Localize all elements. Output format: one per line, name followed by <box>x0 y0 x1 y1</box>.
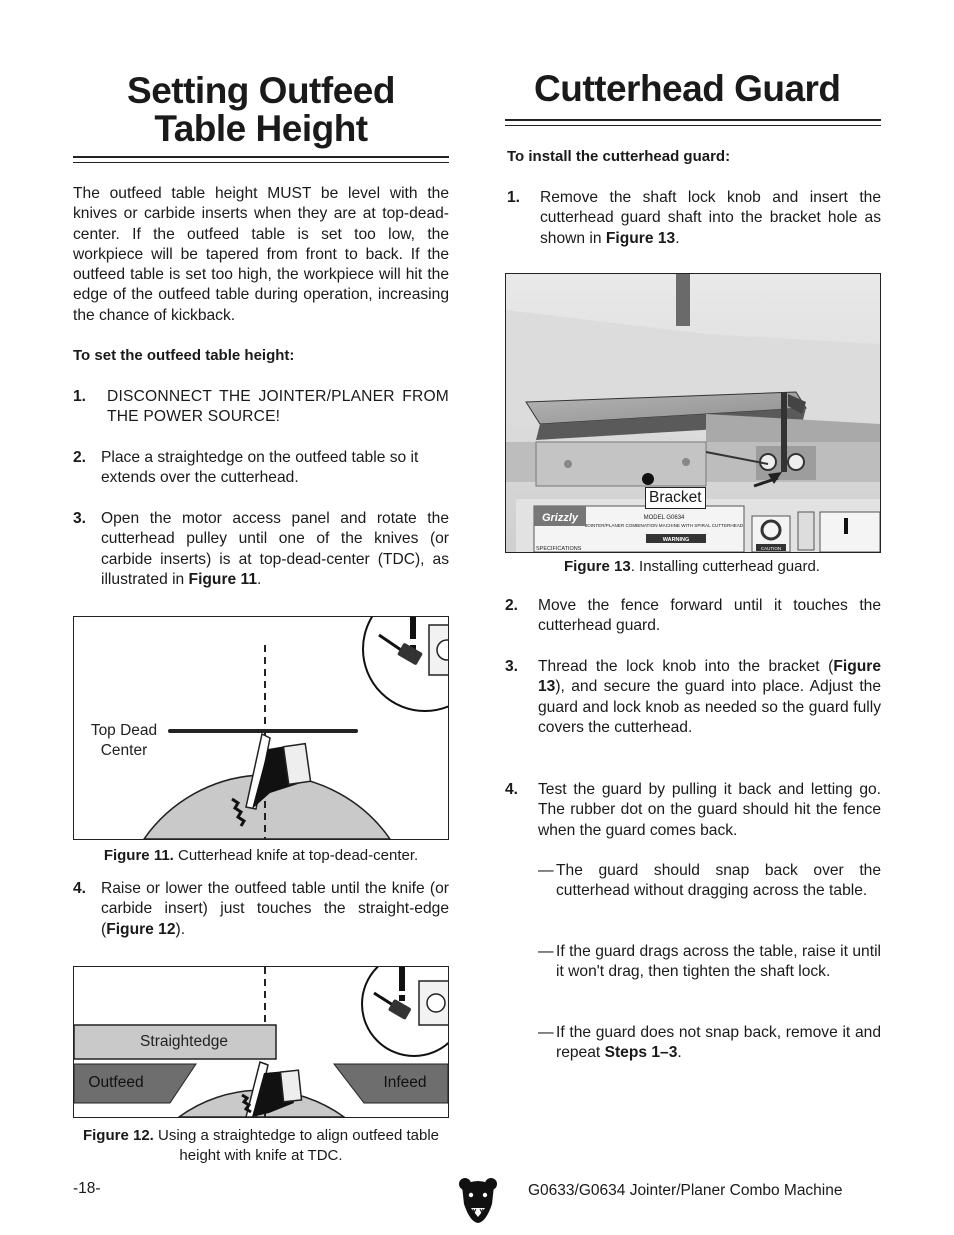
caption-text: Using a straightedge to align outfeed table height with knife at TDC. <box>153 1127 440 1164</box>
left-title-line1: Setting Outfeed <box>127 70 395 111</box>
step-text: Test the guard by pulling it back and letting go. The rubber dot on the guard should hit the fence when the guard comes back. <box>538 781 881 839</box>
em-dash: — <box>538 1024 554 1041</box>
step-text: Place a straightedge on the outfeed table so it extends over the cutterhead. <box>101 449 419 487</box>
step-text: DISCONNECT THE JOINTER/PLANER FROM THE POWER SOURCE! <box>107 388 449 426</box>
step-text <box>538 657 881 738</box>
step-text-end: . <box>257 570 262 588</box>
plate-caution: CAUTION <box>760 546 782 551</box>
guard-procedure-heading: To install the cutterhead guard: <box>507 148 731 165</box>
unplug-warning-icon <box>362 967 448 1056</box>
step-number: 1. <box>507 189 521 206</box>
caption-label: Figure 11. <box>103 847 174 864</box>
step-text-part: Remove the shaft lock knob and insert the cutterhead guard shaft into the bracket hole as shown in <box>540 189 881 247</box>
figure-12 <box>73 966 449 1118</box>
bracket-callout-label: Bracket <box>645 487 706 509</box>
note-text: If the guard drags across the table, raise it until it won't drag, then tighten the shaft lock. <box>556 943 881 981</box>
guard-note-1 <box>538 861 881 902</box>
left-section-title <box>73 70 449 148</box>
step-text <box>101 509 449 590</box>
figure-12-caption <box>73 1126 449 1166</box>
right-section-title: Cutterhead Guard <box>534 68 841 109</box>
figure-11-illustration <box>74 617 448 839</box>
outfeed-step-3 <box>73 509 449 590</box>
step-text: Move the fence forward until it touches the cutterhead guard. <box>538 597 881 635</box>
figure-12-illustration <box>74 967 448 1117</box>
guard-step-1 <box>507 188 881 249</box>
plate-brand: Grizzly <box>541 512 579 524</box>
step-number: 4. <box>73 880 87 897</box>
footer-machine-title: G0633/G0634 Jointer/Planer Combo Machine <box>528 1182 843 1199</box>
unplug-warning-icon <box>363 617 448 711</box>
figure-reference: Figure 13 <box>538 658 881 696</box>
right-title-rule <box>505 119 881 126</box>
left-column <box>73 70 449 148</box>
figure-reference: Figure 13 <box>605 229 676 247</box>
tdc-label-line1: Top Dead <box>90 722 158 739</box>
caption-label: Figure 12. <box>82 1127 154 1144</box>
straightedge-label: Straightedge <box>140 1033 228 1050</box>
guard-step-2 <box>505 596 881 637</box>
step-text <box>540 188 881 249</box>
plate-description: JOINTER/PLANER COMBINATION MACHINE WITH SPIRAL CUTTERHEAD <box>584 523 744 528</box>
page-number: -18- <box>73 1180 101 1197</box>
intro-paragraph: The outfeed table height MUST be level with the knives or carbide inserts when they are at top-dead-center. If the outfeed table is set too low, the workpiece will be tapered from front to back. If the outfeed table is set too high, the workpiece will hit the edge of the outfeed table during operation, increasing the chance of kickback. <box>73 185 449 324</box>
plate-model: MODEL G0634 <box>643 515 685 521</box>
grizzly-bear-icon <box>458 1176 498 1224</box>
steps-reference: Steps 1–3 <box>604 1044 678 1062</box>
figure-reference: Figure 12 <box>106 920 176 938</box>
step-number: 3. <box>505 658 519 675</box>
step-number: 1. <box>73 388 87 405</box>
knife-clamp <box>283 744 310 785</box>
figure-13-photo <box>506 274 880 552</box>
step-number: 2. <box>73 449 87 466</box>
caption-label: Figure 13 <box>564 558 631 575</box>
knife-clamp <box>280 1070 301 1102</box>
caption-text: Cutterhead knife at top-dead-center. <box>173 847 419 864</box>
caption-text: . Installing cutterhead guard. <box>630 558 820 575</box>
plate-specifications: SPECIFICATIONS <box>536 546 582 552</box>
tdc-label-line2: Center <box>100 742 148 759</box>
note-text: The guard should snap back over the cutterhead without dragging across the table. <box>556 862 881 900</box>
note-text-part: If the guard does not snap back, remove it and repeat <box>556 1024 881 1062</box>
guard-step-4 <box>505 780 881 841</box>
guard-step-3 <box>505 657 881 738</box>
step-number: 2. <box>505 597 519 614</box>
figure-13 <box>505 273 881 553</box>
figure-reference: Figure 11 <box>188 570 258 588</box>
outfeed-procedure-heading: To set the outfeed table height: <box>73 347 295 364</box>
guard-note-3 <box>538 1023 881 1064</box>
step-text-part: Open the motor access panel and rotate the cutterhead pulley until one of the knives (or carbide inserts) is at top-dead-center (TDC), as illustrated in <box>101 510 449 588</box>
left-title-rule <box>73 156 449 163</box>
step-text-end: ), and secure the guard into place. Adjust the guard and lock knob as needed so the guard fully covers the cutterhead. <box>538 678 881 736</box>
step-text-end: ). <box>175 920 186 938</box>
outfeed-step-2 <box>73 448 449 489</box>
figure-11-caption <box>73 846 449 866</box>
step-number: 4. <box>505 781 519 798</box>
figure-11 <box>73 616 449 840</box>
infeed-label: Infeed <box>383 1074 427 1091</box>
outfeed-label: Outfeed <box>88 1074 144 1091</box>
note-text-end: . <box>677 1044 682 1062</box>
plate-warning: WARNING <box>662 537 690 543</box>
em-dash: — <box>538 943 554 960</box>
step-text <box>101 879 449 940</box>
step-text-part: Raise or lower the outfeed table until the knife (or carbide insert) just touches the straight-edge ( <box>101 880 449 938</box>
left-title-line2: Table Height <box>154 108 368 149</box>
note-text <box>556 1023 881 1064</box>
step-text-part: Thread the lock knob into the bracket ( <box>538 658 834 675</box>
step-number: 3. <box>73 510 87 527</box>
outfeed-step-4 <box>73 879 449 940</box>
outfeed-step-1 <box>73 387 449 428</box>
figure-13-caption <box>505 557 879 577</box>
guard-note-2 <box>538 942 881 983</box>
em-dash: — <box>538 862 554 879</box>
step-text-end: . <box>675 229 680 247</box>
